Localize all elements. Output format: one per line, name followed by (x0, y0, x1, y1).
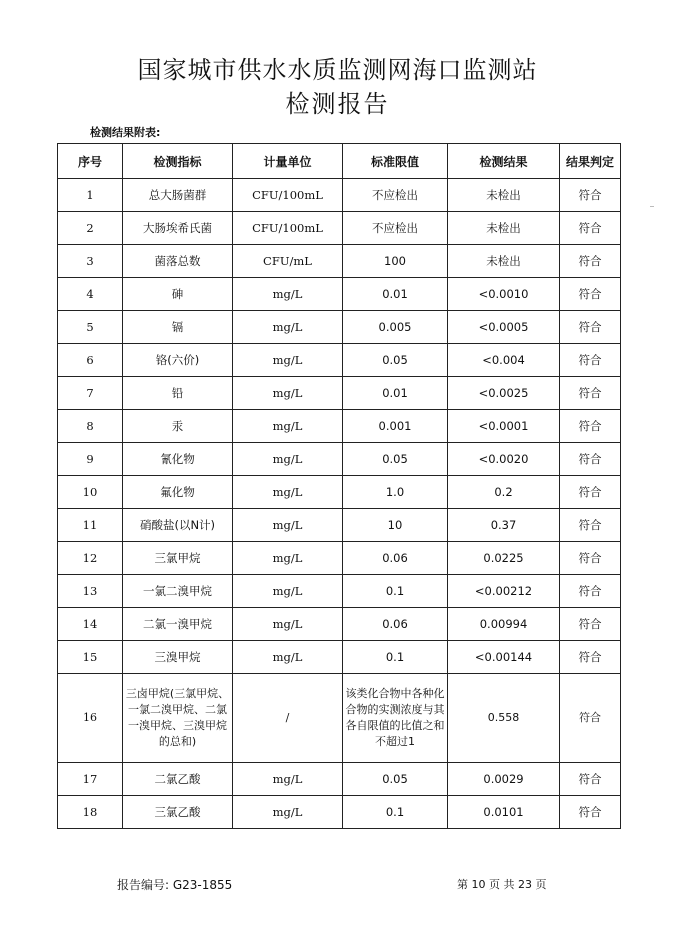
indicator-name: 三卤甲烷(三氯甲烷、一氯二溴甲烷、二氯一溴甲烷、三溴甲烷的总和) (123, 674, 233, 763)
indicator-name: 一氯二溴甲烷 (123, 575, 233, 608)
standard-limit: 1.0 (343, 476, 448, 509)
test-result: 未检出 (448, 212, 560, 245)
unit: CFU/mL (233, 245, 343, 278)
table-row (58, 179, 621, 212)
unit: mg/L (233, 763, 343, 796)
page-number: 第 10 页 共 23 页 (457, 878, 547, 891)
indicator-name: 菌落总数 (123, 245, 233, 278)
indicator-name: 三氯甲烷 (123, 542, 233, 575)
test-result: 0.00994 (448, 608, 560, 641)
test-result: 未检出 (448, 179, 560, 212)
test-result: <0.00144 (448, 641, 560, 674)
row-index: 12 (58, 542, 123, 575)
unit: mg/L (233, 476, 343, 509)
unit: mg/L (233, 344, 343, 377)
indicator-name: 硝酸盐(以N计) (123, 509, 233, 542)
standard-limit: 0.01 (343, 278, 448, 311)
row-index: 3 (58, 245, 123, 278)
test-result: 未检出 (448, 245, 560, 278)
row-index: 5 (58, 311, 123, 344)
table-row (58, 212, 621, 245)
table-row (58, 641, 621, 674)
test-result: <0.0005 (448, 311, 560, 344)
judgement: 符合 (560, 575, 621, 608)
indicator-name: 砷 (123, 278, 233, 311)
unit: / (233, 674, 343, 763)
unit: mg/L (233, 608, 343, 641)
column-header-judgement: 结果判定 (560, 144, 621, 179)
judgement: 符合 (560, 443, 621, 476)
judgement: 符合 (560, 608, 621, 641)
standard-limit: 0.05 (343, 344, 448, 377)
test-result: <0.0010 (448, 278, 560, 311)
unit: mg/L (233, 542, 343, 575)
unit: mg/L (233, 509, 343, 542)
unit: mg/L (233, 377, 343, 410)
standard-limit: 该类化合物中各种化合物的实测浓度与其各自限值的比值之和不超过1 (343, 674, 448, 763)
row-index: 6 (58, 344, 123, 377)
unit: mg/L (233, 410, 343, 443)
test-result: <0.00212 (448, 575, 560, 608)
test-result: 0.0225 (448, 542, 560, 575)
table-row (58, 674, 621, 763)
judgement: 符合 (560, 674, 621, 763)
judgement: 符合 (560, 763, 621, 796)
row-index: 8 (58, 410, 123, 443)
judgement: 符合 (560, 311, 621, 344)
unit: mg/L (233, 311, 343, 344)
table-row (58, 410, 621, 443)
standard-limit: 0.001 (343, 410, 448, 443)
unit: mg/L (233, 575, 343, 608)
indicator-name: 铬(六价) (123, 344, 233, 377)
table-row (58, 575, 621, 608)
judgement: 符合 (560, 179, 621, 212)
row-index: 4 (58, 278, 123, 311)
indicator-name: 大肠埃希氏菌 (123, 212, 233, 245)
unit: CFU/100mL (233, 179, 343, 212)
row-index: 10 (58, 476, 123, 509)
standard-limit: 0.005 (343, 311, 448, 344)
table-row (58, 608, 621, 641)
test-result: 0.2 (448, 476, 560, 509)
table-row (58, 509, 621, 542)
row-index: 2 (58, 212, 123, 245)
indicator-name: 镉 (123, 311, 233, 344)
judgement: 符合 (560, 212, 621, 245)
unit: mg/L (233, 278, 343, 311)
standard-limit: 不应检出 (343, 212, 448, 245)
table-row (58, 476, 621, 509)
standard-limit: 0.06 (343, 542, 448, 575)
judgement: 符合 (560, 278, 621, 311)
report-subtitle-title: 检测报告 (285, 90, 390, 118)
unit: mg/L (233, 641, 343, 674)
judgement: 符合 (560, 377, 621, 410)
standard-limit: 0.1 (343, 796, 448, 829)
table-row (58, 245, 621, 278)
scan-speck (650, 206, 654, 207)
indicator-name: 汞 (123, 410, 233, 443)
row-index: 16 (58, 674, 123, 763)
test-result: 0.37 (448, 509, 560, 542)
test-result: <0.004 (448, 344, 560, 377)
table-row (58, 443, 621, 476)
indicator-name: 三氯乙酸 (123, 796, 233, 829)
standard-limit: 100 (343, 245, 448, 278)
judgement: 符合 (560, 344, 621, 377)
indicator-name: 总大肠菌群 (123, 179, 233, 212)
standard-limit: 0.01 (343, 377, 448, 410)
row-index: 14 (58, 608, 123, 641)
row-index: 1 (58, 179, 123, 212)
table-header-row (58, 144, 621, 179)
indicator-name: 二氯一溴甲烷 (123, 608, 233, 641)
report-title: 国家城市供水水质监测网海口监测站 (137, 56, 538, 84)
column-header-indicator: 检测指标 (123, 144, 233, 179)
table-row (58, 377, 621, 410)
results-table (57, 143, 621, 829)
test-result: <0.0001 (448, 410, 560, 443)
indicator-name: 二氯乙酸 (123, 763, 233, 796)
standard-limit: 0.06 (343, 608, 448, 641)
unit: CFU/100mL (233, 212, 343, 245)
row-index: 13 (58, 575, 123, 608)
table-row (58, 311, 621, 344)
test-result: <0.0025 (448, 377, 560, 410)
row-index: 11 (58, 509, 123, 542)
indicator-name: 氰化物 (123, 443, 233, 476)
table-row (58, 344, 621, 377)
judgement: 符合 (560, 796, 621, 829)
judgement: 符合 (560, 245, 621, 278)
column-header-result: 检测结果 (448, 144, 560, 179)
results-appendix-label: 检测结果附表: (90, 126, 161, 139)
table-row (58, 763, 621, 796)
table-row (58, 796, 621, 829)
test-result: 0.558 (448, 674, 560, 763)
judgement: 符合 (560, 410, 621, 443)
column-header-limit: 标准限值 (343, 144, 448, 179)
table-row (58, 278, 621, 311)
standard-limit: 不应检出 (343, 179, 448, 212)
row-index: 7 (58, 377, 123, 410)
report-number: 报告编号: G23-1855 (117, 878, 233, 892)
standard-limit: 10 (343, 509, 448, 542)
unit: mg/L (233, 796, 343, 829)
row-index: 9 (58, 443, 123, 476)
test-result: 0.0029 (448, 763, 560, 796)
row-index: 17 (58, 763, 123, 796)
standard-limit: 0.05 (343, 443, 448, 476)
test-result: <0.0020 (448, 443, 560, 476)
judgement: 符合 (560, 641, 621, 674)
indicator-name: 铅 (123, 377, 233, 410)
standard-limit: 0.1 (343, 575, 448, 608)
judgement: 符合 (560, 542, 621, 575)
standard-limit: 0.05 (343, 763, 448, 796)
unit: mg/L (233, 443, 343, 476)
column-header-index: 序号 (58, 144, 123, 179)
judgement: 符合 (560, 509, 621, 542)
row-index: 18 (58, 796, 123, 829)
column-header-unit: 计量单位 (233, 144, 343, 179)
indicator-name: 氟化物 (123, 476, 233, 509)
standard-limit: 0.1 (343, 641, 448, 674)
indicator-name: 三溴甲烷 (123, 641, 233, 674)
judgement: 符合 (560, 476, 621, 509)
row-index: 15 (58, 641, 123, 674)
table-row (58, 542, 621, 575)
test-result: 0.0101 (448, 796, 560, 829)
